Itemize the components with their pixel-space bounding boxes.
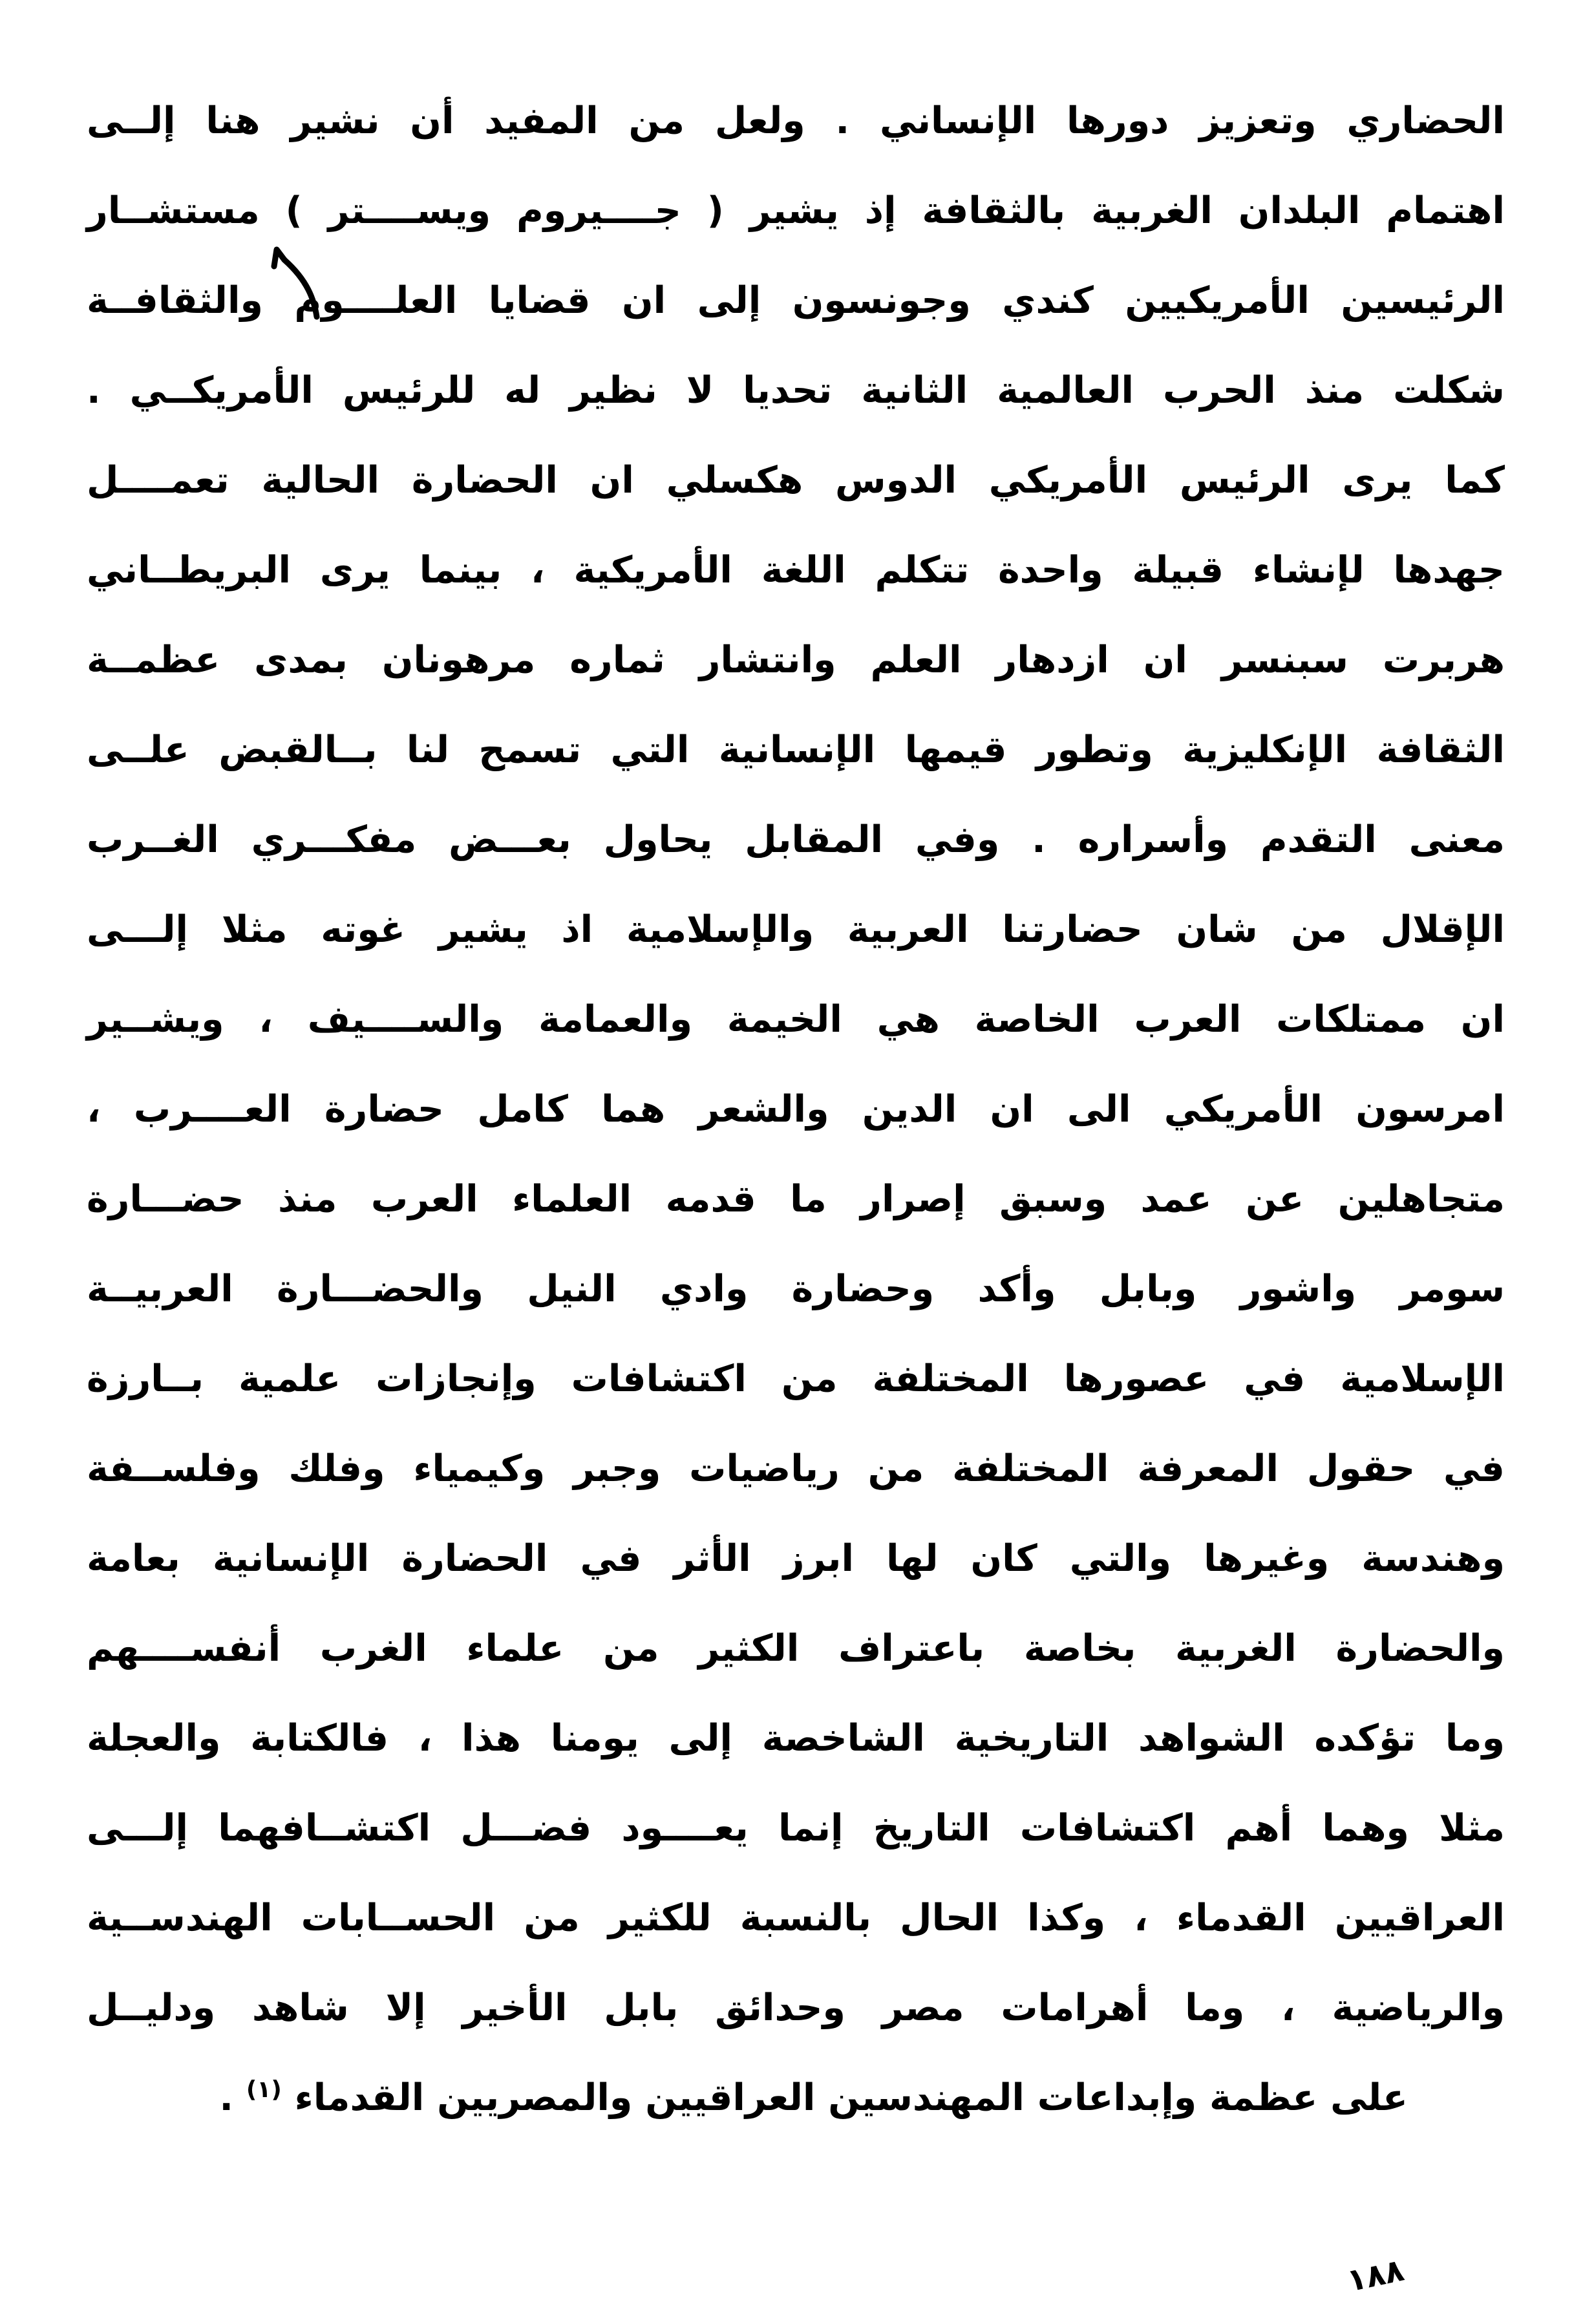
text-line: كما يرى الرئيس الأمريكي الدوس هكسلي ان الحضارة الحالية تعمــــل (87, 459, 1505, 502)
text-line: وهندسة وغيرها والتي كان لها ابرز الأثر في الحضارة الإنسانية بعامة (87, 1537, 1505, 1580)
text-line: الإقلال من شان حضارتنا العربية والإسلامية اذ يشير غوته مثلا إلـــى (87, 908, 1505, 951)
text-line: والرياضية ، وما أهرامات مصر وحدائق بابل الأخير إلا شاهد ودليــل (87, 1987, 1505, 2029)
last-line-text: على عظمة وإبداعات المهندسين العراقيين والمصريين القدماء (281, 2076, 1408, 2119)
text-line: في حقول المعرفة المختلفة من رياضيات وجبر وكيمياء وفلك وفلســفة (87, 1447, 1505, 1490)
last-line-period: . (219, 2076, 246, 2119)
text-line: هربرت سبنسر ان ازدهار العلم وانتشار ثماره مرهونان بمدى عظمــة (87, 639, 1505, 681)
body-text-block (87, 76, 1505, 2143)
text-line: متجاهلين عن عمد وسبق إصرار ما قدمه العلماء العرب منذ حضـــارة (87, 1178, 1505, 1221)
text-line: وما تؤكده الشواهد التاريخية الشاخصة إلى يومنا هذا ، فالكتابة والعجلة (87, 1717, 1505, 1760)
text-line: شكلت منذ الحرب العالمية الثانية تحديا لا نظير له للرئيس الأمريكــي . (87, 369, 1505, 412)
footnote-marker: (١) (246, 2076, 282, 2103)
text-line: سومر واشور وبابل وأكد وحضارة وادي النيل والحضـــارة العربيــة (87, 1268, 1505, 1310)
text-line: مثلا وهما أهم اكتشافات التاريخ إنما يعــــود فضـــل اكتشــافهما إلـــى (87, 1807, 1505, 1850)
text-line: الثقافة الإنكليزية وتطور قيمها الإنسانية التي تسمح لنا بــالقبض علــى (87, 729, 1505, 771)
text-line: ان ممتلكات العرب الخاصة هي الخيمة والعمامة والســــيف ، ويشــير (87, 998, 1505, 1041)
text-line: الإسلامية في عصورها المختلفة من اكتشافات وإنجازات علمية بــارزة (87, 1358, 1505, 1400)
text-line: والحضارة الغربية بخاصة باعتراف الكثير من علماء الغرب أنفســــهم (87, 1627, 1505, 1670)
handwritten-arrow-mark (257, 240, 328, 321)
text-line: الحضاري وتعزيز دورها الإنساني . ولعل من المفيد أن نشير هنا إلــى (87, 100, 1505, 142)
text-line: العراقيين القدماء ، وكذا الحال بالنسبة للكثير من الحســابات الهندســية (87, 1897, 1505, 1939)
text-line: معنى التقدم وأسراره . وفي المقابل يحاول بعـــض مفكـــري الغــرب (87, 818, 1505, 861)
text-line: جهدها لإنشاء قبيلة واحدة تتكلم اللغة الأمريكية ، بينما يرى البريطــاني (87, 549, 1505, 592)
text-line: اهتمام البلدان الغربية بالثقافة إذ يشير ( جــــيروم ويســــتر ) مستشــار (87, 189, 1505, 232)
page-number: ١٨٨ (1344, 2252, 1407, 2299)
text-line-last (87, 2053, 1505, 2143)
text-line: امرسون الأمريكي الى ان الدين والشعر هما كامل حضارة العــــرب ، (87, 1088, 1505, 1131)
text-line: الرئيسين الأمريكيين كندي وجونسون إلى ان قضايا العلــــوم والثقافــة (87, 279, 1505, 322)
